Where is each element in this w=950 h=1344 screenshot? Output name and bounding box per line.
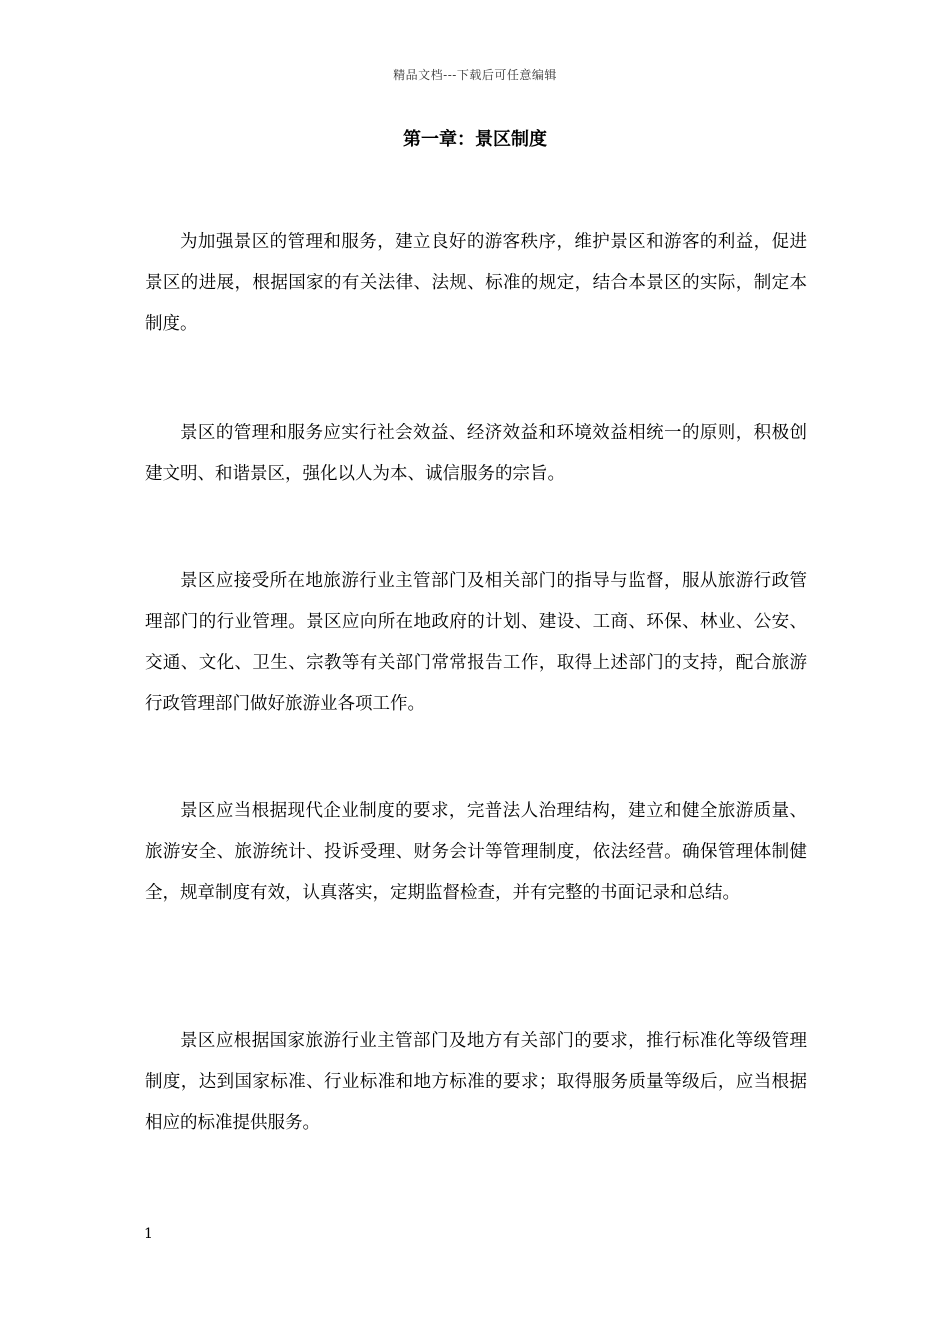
- page-title: 第一章：景区制度: [403, 129, 547, 150]
- header-note: 精品文档---下载后可任意编辑: [393, 68, 557, 82]
- paragraph-2: 景区的管理和服务应实行社会效益、经济效益和环境效益相统一的原则，积极创建文明、和谐景区，强化以人为本、诚信服务的宗旨。: [145, 423, 807, 484]
- paragraph-4: 景区应当根据现代企业制度的要求，完普法人治理结构，建立和健全旅游质量、旅游安全、旅游统计、投诉受理、财务会计等管理制度，依法经营。确保管理体制健全，规章制度有效，认真落实，定期监督检查，并有完整的书面记录和总结。: [145, 801, 807, 903]
- paragraph-3: 景区应接受所在地旅游行业主管部门及相关部门的指导与监督，服从旅游行政管理部门的行业管理。景区应向所在地政府的计划、建设、工商、环保、林业、公安、交通、文化、卫生、宗教等有关部门常常报告工作，取得上述部门的支持，配合旅游行政管理部门做好旅游业各项工作。: [145, 571, 807, 714]
- page-number: 1: [144, 1226, 153, 1242]
- paragraph-1: 为加强景区的管理和服务，建立良好的游客秩序，维护景区和游客的利益，促进景区的进展，根据国家的有关法律、法规、标准的规定，结合本景区的实际，制定本制度。: [145, 232, 807, 334]
- paragraph-5: 景区应根据国家旅游行业主管部门及地方有关部门的要求，推行标准化等级管理制度，达到国家标准、行业标准和地方标准的要求；取得服务质量等级后，应当根据相应的标准提供服务。: [145, 1031, 807, 1133]
